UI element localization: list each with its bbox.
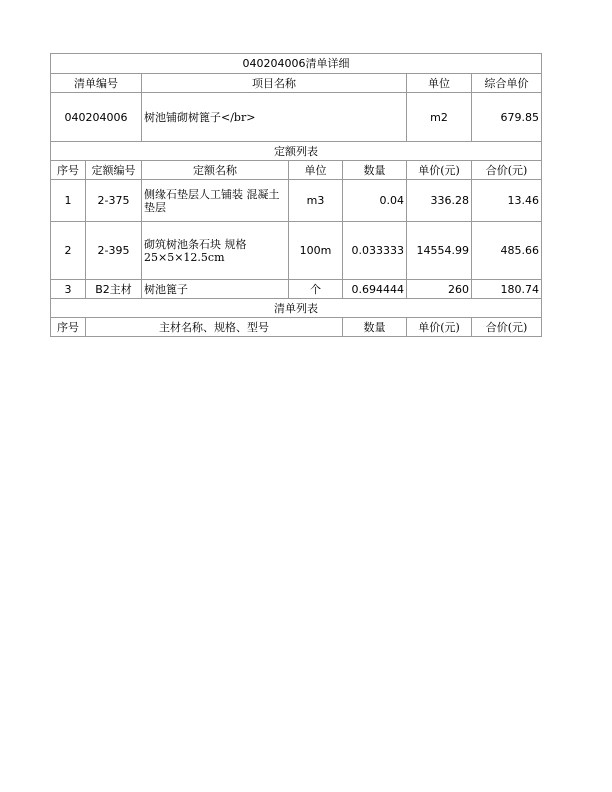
quota-col-total: 合价(元) [472, 161, 542, 180]
quota-price: 260 [407, 280, 472, 299]
quota-row [51, 222, 542, 280]
quota-col-unit: 单位 [289, 161, 343, 180]
item-name: 树池铺砌树篦子</br> [142, 93, 407, 142]
quota-no: 2 [51, 222, 86, 280]
quota-row [51, 180, 542, 222]
quota-col-no: 序号 [51, 161, 86, 180]
bill-unit: m2 [407, 93, 472, 142]
quota-total: 13.46 [472, 180, 542, 222]
bill-header-row [51, 74, 542, 93]
bill-value-row [51, 93, 542, 142]
quota-qty: 0.694444 [343, 280, 407, 299]
sheet-title: 040204006清单详细 [51, 54, 542, 74]
materials-col-no: 序号 [51, 318, 86, 337]
quota-unit: 100m [289, 222, 343, 280]
quota-total: 485.66 [472, 222, 542, 280]
quota-col-price: 单价(元) [407, 161, 472, 180]
title-row [51, 54, 542, 74]
quota-row [51, 280, 542, 299]
quota-section-row [51, 142, 542, 161]
bill-detail-table [50, 53, 542, 337]
bill-code-label: 清单编号 [51, 74, 142, 93]
composite-price-label: 综合单价 [472, 74, 542, 93]
materials-col-total: 合价(元) [472, 318, 542, 337]
quota-col-code: 定额编号 [86, 161, 142, 180]
composite-price: 679.85 [472, 93, 542, 142]
quota-code: 2-375 [86, 180, 142, 222]
quota-col-qty: 数量 [343, 161, 407, 180]
quota-qty: 0.04 [343, 180, 407, 222]
materials-col-name: 主材名称、规格、型号 [86, 318, 343, 337]
bill-detail-sheet [50, 53, 541, 337]
quota-price: 14554.99 [407, 222, 472, 280]
materials-section-row [51, 299, 542, 318]
quota-unit: 个 [289, 280, 343, 299]
materials-section-title: 清单列表 [51, 299, 542, 318]
quota-name: 砌筑树池条石块 规格25×5×12.5cm [142, 222, 289, 280]
quota-no: 3 [51, 280, 86, 299]
unit-label: 单位 [407, 74, 472, 93]
quota-name: 侧缘石垫层人工铺装 混凝土垫层 [142, 180, 289, 222]
quota-col-name: 定额名称 [142, 161, 289, 180]
quota-name: 树池篦子 [142, 280, 289, 299]
quota-code: B2主材 [86, 280, 142, 299]
materials-col-price: 单价(元) [407, 318, 472, 337]
quota-code: 2-395 [86, 222, 142, 280]
item-name-label: 项目名称 [142, 74, 407, 93]
quota-price: 336.28 [407, 180, 472, 222]
quota-header-row [51, 161, 542, 180]
quota-no: 1 [51, 180, 86, 222]
quota-unit: m3 [289, 180, 343, 222]
materials-header-row [51, 318, 542, 337]
quota-total: 180.74 [472, 280, 542, 299]
bill-code: 040204006 [51, 93, 142, 142]
quota-qty: 0.033333 [343, 222, 407, 280]
quota-section-title: 定额列表 [51, 142, 542, 161]
materials-col-qty: 数量 [343, 318, 407, 337]
